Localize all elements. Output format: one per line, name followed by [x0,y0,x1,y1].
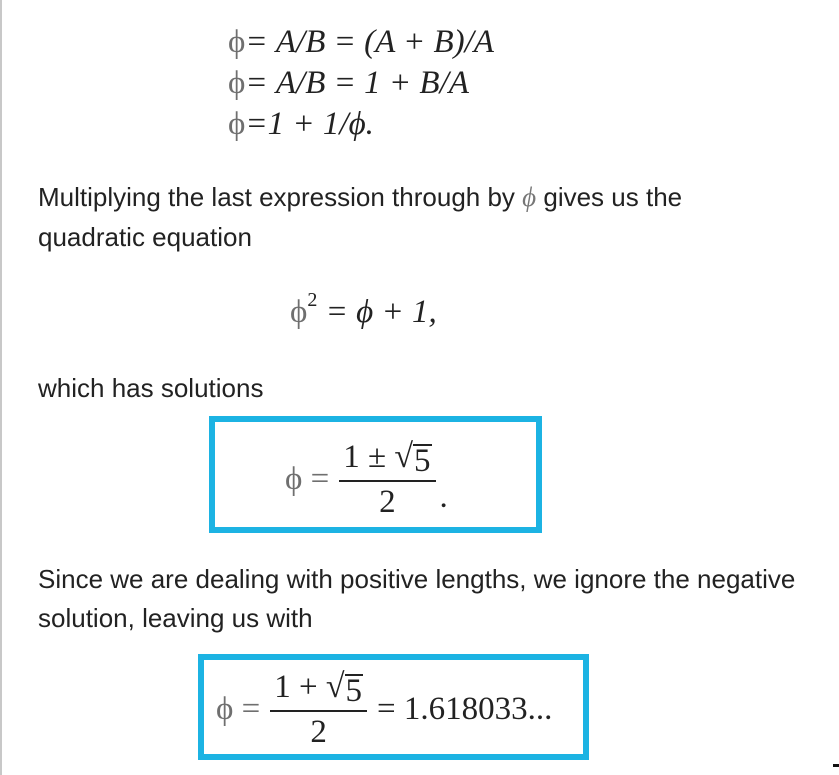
equation-lhs: ϕ = [216,691,261,728]
phi-symbol: ϕ [228,106,246,142]
phi-symbol: ϕ [228,24,246,60]
equation-line-3 [228,108,374,141]
equation-line-1 [228,26,494,59]
paragraph-multiplying-line-1: Multiplying the last expression through by ϕ gives us the [38,182,683,212]
fraction-denominator: 2 [310,714,327,751]
radicand: 5 [345,673,363,709]
quadratic-equation [290,289,437,330]
equation-rhs: = A/B = 1 + B/A [245,65,469,101]
phi-symbol: ϕ [290,294,308,330]
fraction-denominator: 2 [379,484,396,521]
fraction-numerator: 1 ± √ 5 [343,438,431,479]
fraction [270,670,367,749]
phi-symbol: ϕ [228,65,246,101]
radical-sign: √ [325,668,345,705]
fraction [339,440,435,519]
radicand: 5 [414,443,431,479]
paragraph-multiplying-line-2: quadratic equation [38,222,252,252]
square-root [394,440,431,477]
golden-ratio-formula [216,670,552,749]
paragraph-positive-lengths-line-1: Since we are dealing with positive lengths, we ignore the negative [38,564,796,594]
equation-rhs: =1 + 1/ϕ. [245,106,374,142]
solution-formula [285,440,448,519]
page-left-border [0,0,2,775]
exponent: 2 [307,289,318,311]
period: . [439,479,448,516]
equation-rhs: = ϕ + 1, [325,294,437,330]
paragraph-positive-lengths-line-2: solution, leaving us with [38,603,313,633]
equation-lhs: ϕ = [285,461,330,498]
radical-sign: √ [394,438,414,475]
fraction-numerator: 1 + √ 5 [274,668,363,709]
phi-symbol: ϕ [522,182,537,212]
golden-ratio-value: = 1.618033... [377,691,553,728]
equation-line-2 [228,67,469,100]
paragraph-which-has-solutions: which has solutions [38,373,264,403]
equation-rhs: = A/B = (A + B)/A [245,24,494,60]
corner-mark [833,764,839,767]
square-root [326,670,363,707]
